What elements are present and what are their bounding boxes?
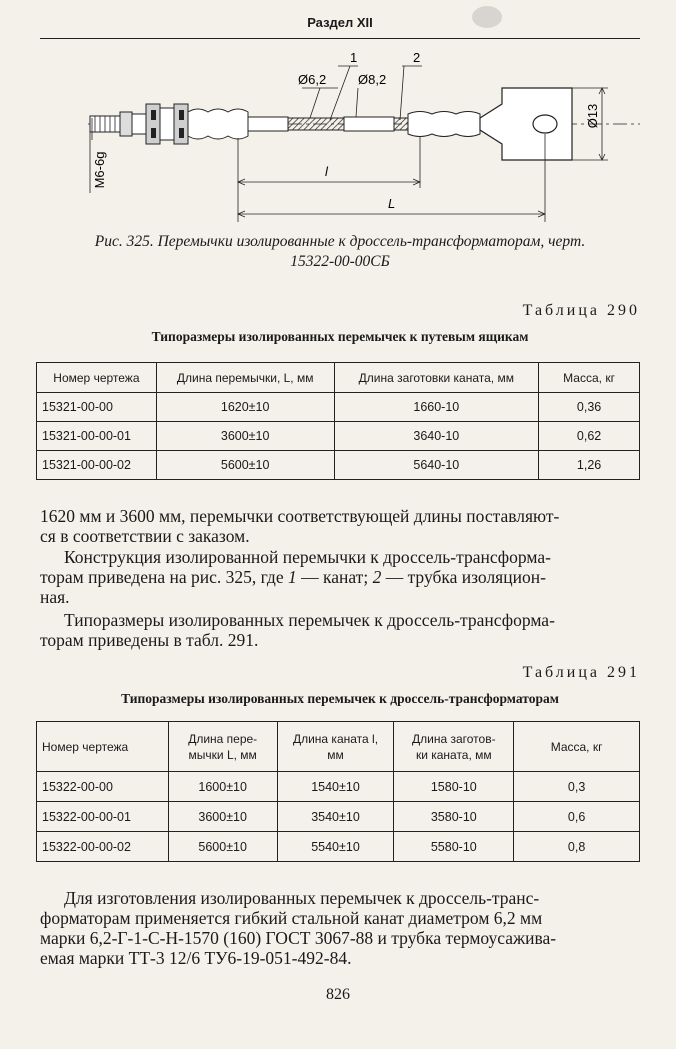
column-header: Длина заготовки каната, мм bbox=[334, 363, 539, 393]
table-cell: 15321-00-00 bbox=[37, 393, 157, 422]
table-row bbox=[37, 802, 640, 832]
paragraph-line: марки 6,2-Г-1-С-Н-1570 (160) ГОСТ 3067-88 и трубка термоусажива- bbox=[40, 928, 557, 948]
paragraph-2 bbox=[40, 547, 640, 607]
page-number: 826 bbox=[326, 986, 350, 1003]
table-row bbox=[37, 393, 640, 422]
page-header bbox=[40, 12, 640, 39]
caption-line-2: 15322-00-00СБ bbox=[290, 253, 390, 270]
table-cell: 15322-00-00 bbox=[37, 772, 169, 802]
column-header: Масса, кг bbox=[539, 363, 640, 393]
terminal-lug bbox=[480, 88, 572, 160]
header-line: ки каната, мм bbox=[415, 747, 492, 762]
table-291 bbox=[36, 721, 640, 862]
table-cell: 3580-10 bbox=[394, 802, 514, 832]
table-cell: 1660-10 bbox=[334, 393, 539, 422]
right-crimp bbox=[408, 112, 480, 137]
table-cell: 3600±10 bbox=[156, 422, 334, 451]
table-cell: 5600±10 bbox=[156, 451, 334, 480]
column-header bbox=[277, 722, 394, 772]
column-header: Длина перемычки, L, мм bbox=[156, 363, 334, 393]
paragraph-line: 1620 мм и 3600 мм, перемычки соответствующей длины поставляют- bbox=[40, 506, 560, 526]
paragraph-text: — трубка изоляцион- bbox=[381, 567, 546, 587]
table-290 bbox=[36, 362, 640, 480]
table-row bbox=[37, 832, 640, 862]
nut-assembly bbox=[146, 104, 188, 144]
paragraph-text: — канат; bbox=[296, 567, 373, 587]
thread-label: M6-6g bbox=[92, 151, 107, 189]
header-line: Длина пере- bbox=[188, 731, 258, 746]
table-cell: 5540±10 bbox=[277, 832, 394, 862]
paragraph-line bbox=[40, 567, 640, 587]
paragraph-line: Типоразмеры изолированных перемычек к дроссель-трансформа- bbox=[64, 610, 555, 630]
crimp-sleeve bbox=[188, 109, 248, 139]
table-291-title: Типоразмеры изолированных перемычек к дроссель-трансформаторам bbox=[121, 691, 559, 706]
table-cell: 3540±10 bbox=[277, 802, 394, 832]
paragraph-line: Для изготовления изолированных перемычек к дроссель-транс- bbox=[64, 888, 540, 908]
table-cell: 15322-00-00-01 bbox=[37, 802, 169, 832]
header-blot bbox=[472, 6, 502, 28]
table-290-title: Типоразмеры изолированных перемычек к путевым ящикам bbox=[151, 329, 529, 344]
column-header bbox=[394, 722, 514, 772]
table-cell: 1,26 bbox=[539, 451, 640, 480]
table-cell: 0,36 bbox=[539, 393, 640, 422]
table-cell: 15322-00-00-02 bbox=[37, 832, 169, 862]
column-header: Номер чертежа bbox=[37, 722, 169, 772]
header-line: Длина каната l, bbox=[292, 731, 379, 746]
dim-L-label: L bbox=[388, 196, 396, 211]
table-cell: 0,8 bbox=[514, 832, 640, 862]
table-cell: 5640-10 bbox=[334, 451, 539, 480]
dia-6-2-label: Ø6,2 bbox=[298, 72, 327, 87]
callout-ref-1: 1 bbox=[287, 567, 297, 587]
table-291-label: Таблица 291 bbox=[522, 664, 640, 681]
lug-hole bbox=[533, 115, 557, 133]
table-cell: 1620±10 bbox=[156, 393, 334, 422]
table-cell: 5600±10 bbox=[168, 832, 277, 862]
table-cell: 3640-10 bbox=[334, 422, 539, 451]
figure-caption bbox=[40, 232, 640, 272]
paragraph-line: Конструкция изолированной перемычки к дроссель-трансформа- bbox=[64, 547, 551, 567]
table-cell: 0,3 bbox=[514, 772, 640, 802]
table-cell: 1600±10 bbox=[168, 772, 277, 802]
paragraph-line: торам приведены в табл. 291. bbox=[40, 630, 259, 650]
table-cell: 3600±10 bbox=[168, 802, 277, 832]
section-title: Раздел XII bbox=[307, 15, 373, 30]
jumper-drawing bbox=[40, 48, 640, 228]
table-row bbox=[37, 451, 640, 480]
table-row bbox=[37, 772, 640, 802]
callout-1: 1 bbox=[350, 50, 358, 65]
paragraph-text: торам приведена на рис. 325, где bbox=[40, 567, 288, 587]
column-header bbox=[168, 722, 277, 772]
paragraph-line: форматорам применяется гибкий стальной канат диаметром 6,2 мм bbox=[40, 908, 543, 928]
table-header-row bbox=[37, 363, 640, 393]
callout-2: 2 bbox=[413, 50, 421, 65]
threaded-stud bbox=[90, 112, 146, 136]
table-cell: 15321-00-00-01 bbox=[37, 422, 157, 451]
paragraph-line: ся в соответствии с заказом. bbox=[40, 526, 250, 546]
insulation-tube-left bbox=[248, 117, 288, 131]
final-paragraph bbox=[40, 888, 640, 968]
table-row bbox=[37, 422, 640, 451]
cable-end-section bbox=[394, 118, 408, 130]
dia-8-2-label: Ø8,2 bbox=[358, 72, 387, 87]
callout-ref-2: 2 bbox=[372, 567, 382, 587]
dim-13-label: Ø13 bbox=[585, 103, 600, 129]
table-cell: 1580-10 bbox=[394, 772, 514, 802]
caption-line-1: Рис. 325. Перемычки изолированные к дроссель-трансформаторам, черт. bbox=[94, 233, 586, 250]
table-cell: 0,6 bbox=[514, 802, 640, 832]
table-cell: 15321-00-00-02 bbox=[37, 451, 157, 480]
column-header: Масса, кг bbox=[514, 722, 640, 772]
table-cell: 5580-10 bbox=[394, 832, 514, 862]
table-cell: 1540±10 bbox=[277, 772, 394, 802]
column-header: Номер чертежа bbox=[37, 363, 157, 393]
table-cell: 0,62 bbox=[539, 422, 640, 451]
cable-section bbox=[288, 118, 344, 130]
dim-l-label: l bbox=[325, 164, 328, 179]
header-line: Длина заготов- bbox=[412, 731, 496, 746]
insulation-tube bbox=[344, 117, 394, 131]
header-line: мычки L, мм bbox=[188, 747, 257, 762]
table-header-row bbox=[37, 722, 640, 772]
table-290-label: Таблица 290 bbox=[522, 302, 640, 319]
paragraph-line: емая марки ТТ-3 12/6 ТУ6-19-051-492-84. bbox=[40, 948, 352, 968]
paragraph-line: ная. bbox=[40, 587, 70, 607]
paragraph-1 bbox=[40, 506, 640, 546]
paragraph-3 bbox=[40, 610, 640, 650]
header-line: мм bbox=[327, 747, 344, 762]
